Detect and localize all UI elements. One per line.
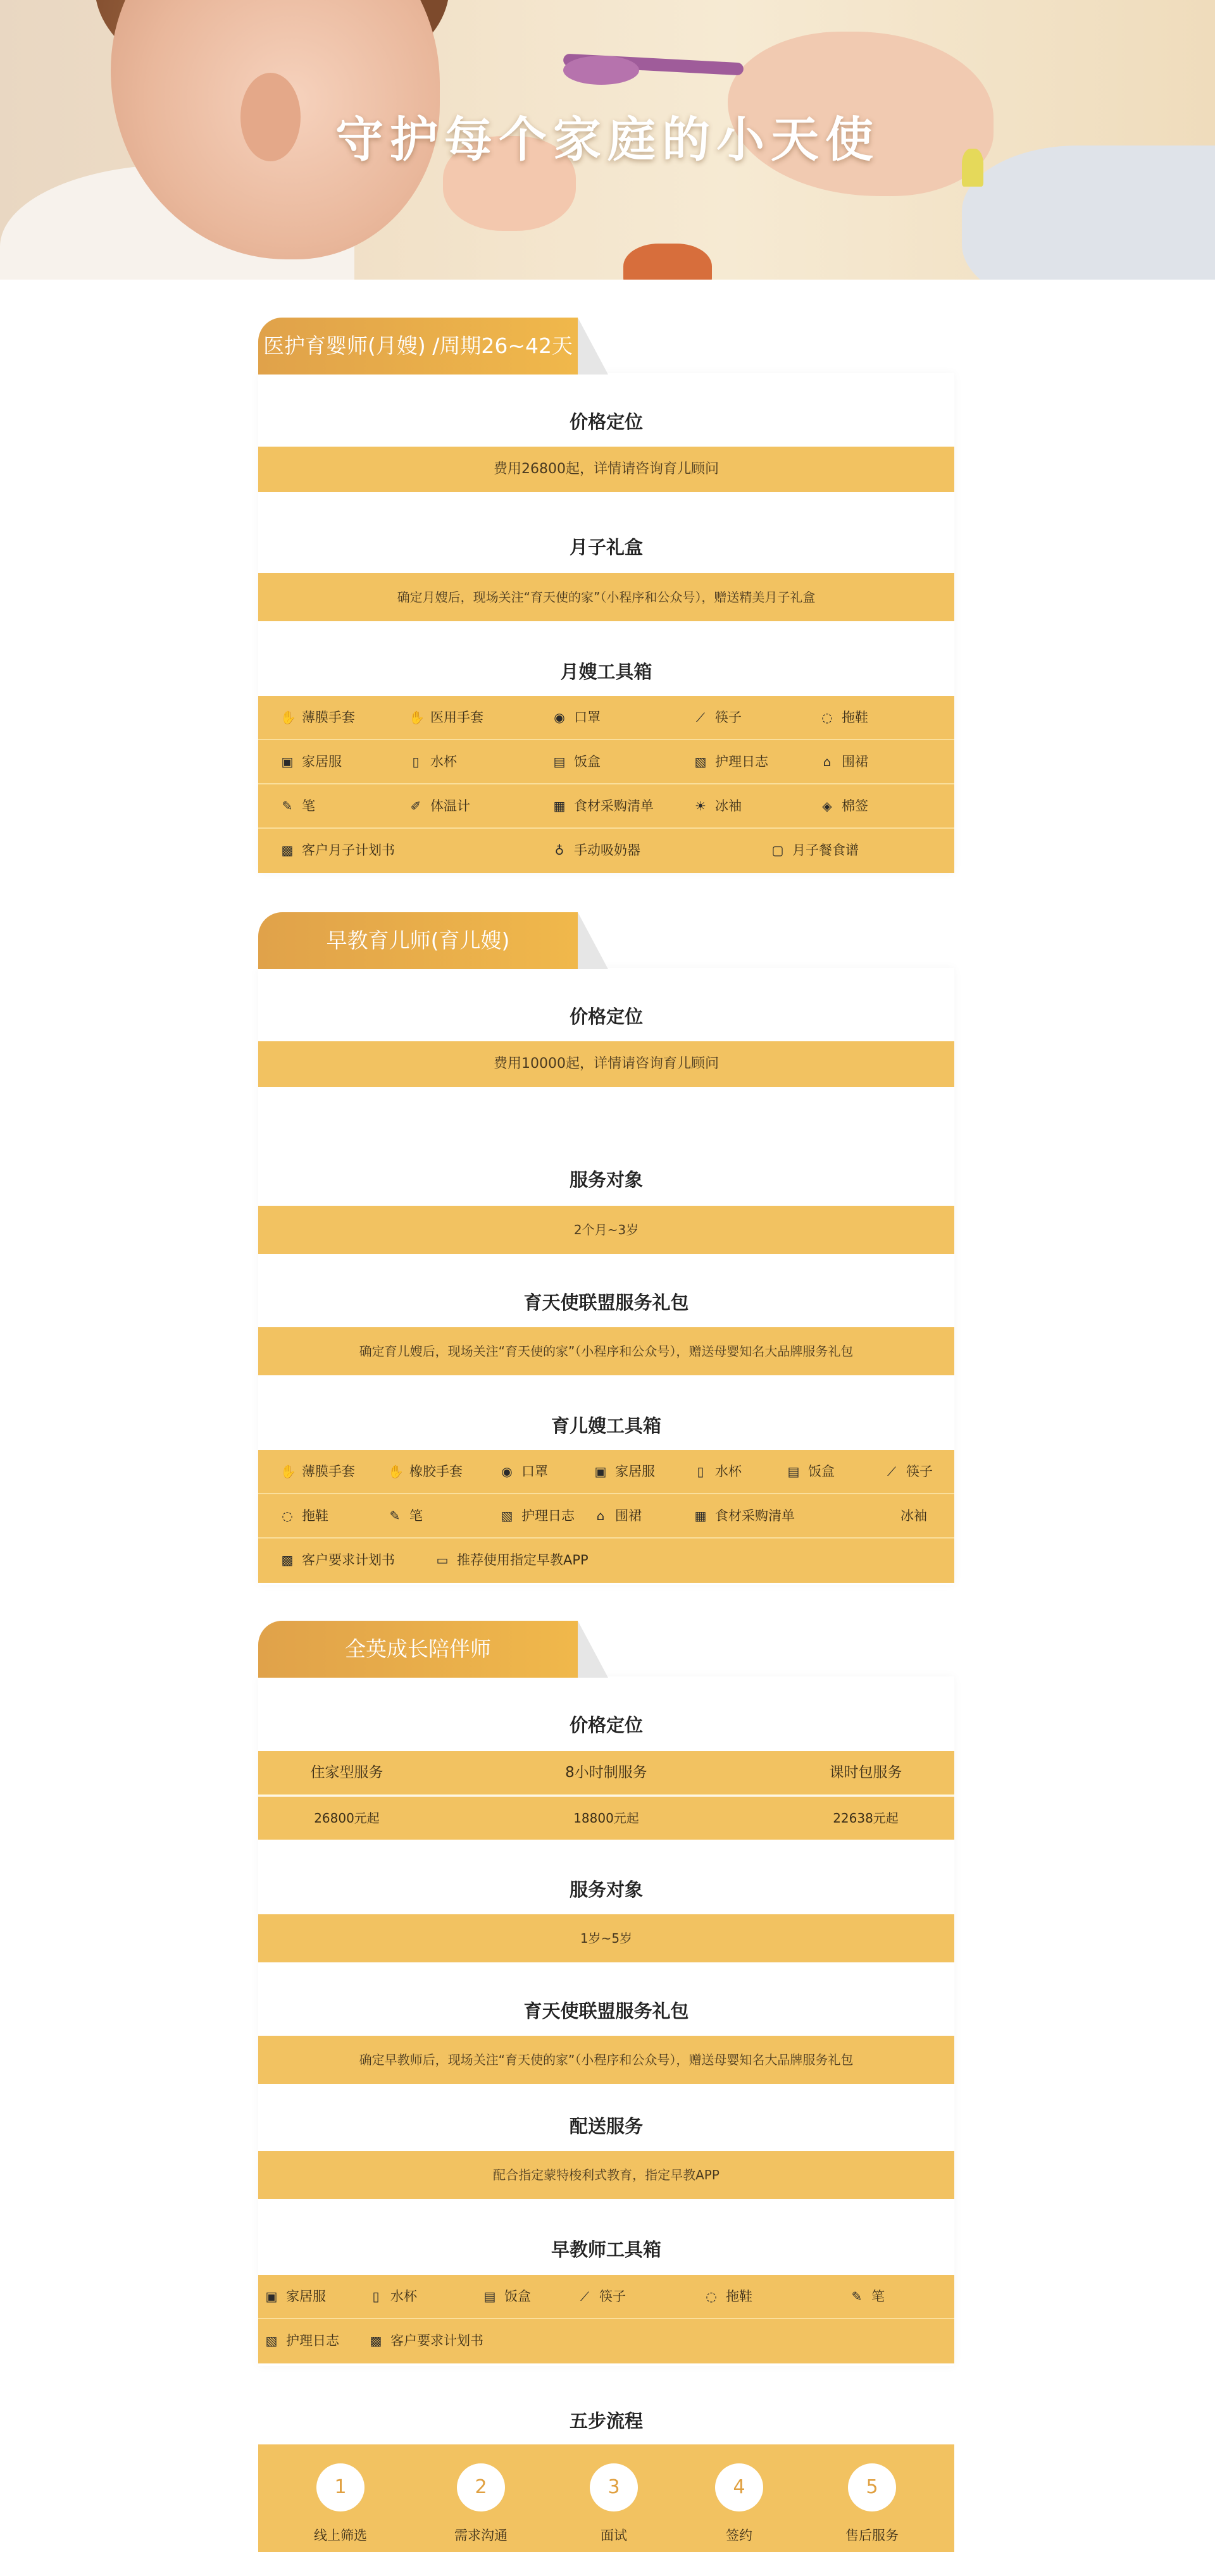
toolbox-item: ▤ 饭盒 (483, 2275, 531, 2318)
hero-banner (0, 0, 1215, 280)
toolbox-item: ◈ 棉签 (820, 784, 868, 827)
section2-target-heading: 服务对象 (569, 1169, 643, 1191)
toolbox-item: ◌ 拖鞋 (704, 2275, 752, 2318)
list-icon: ▦ (553, 798, 566, 814)
glove-icon: ✋ (409, 710, 425, 725)
book-icon: ▩ (281, 843, 294, 858)
section2-toolbox-grid (258, 1450, 954, 1583)
chopsticks-icon: ⟋ (580, 2289, 589, 2304)
cup-icon: ▯ (697, 1464, 704, 1479)
process-step (290, 2444, 391, 2552)
toolbox-item: ⌂ 围裙 (594, 1494, 642, 1537)
section2-price-heading: 价格定位 (569, 1006, 643, 1027)
section3-price-values (258, 1797, 954, 1840)
thermometer-icon: ✐ (410, 798, 421, 814)
step-label: 线上筛选 (314, 2528, 367, 2543)
toolbox-row (258, 784, 954, 829)
toolbox-item: 冰袖 (900, 1508, 927, 1523)
swab-icon: ◈ (822, 798, 832, 814)
toolbox-item: ▦ 食材采购清单 (552, 784, 654, 827)
toolbox-item: ⌂ 围裙 (820, 740, 868, 783)
apron-icon: ⌂ (596, 1508, 605, 1523)
glove-icon: ✋ (388, 1464, 404, 1479)
section3-gift-bar: 确定早教师后，现场关注“育天使的家”（小程序和公众号），赠送母婴知名大品牌服务礼包 (258, 2036, 954, 2084)
toolbox-item: ♁ 手动吸奶器 (552, 829, 640, 872)
toolbox-item: ✋ 薄膜手套 (280, 696, 355, 739)
pen-icon: ✎ (282, 798, 293, 814)
toolbox-item: ▤ 饭盒 (787, 1450, 835, 1493)
step-label: 需求沟通 (454, 2528, 508, 2543)
toolbox-item: ▩ 客户月子计划书 (280, 829, 395, 872)
step-number: 2 (457, 2463, 505, 2511)
toolbox-item: ▯ 水杯 (369, 2275, 417, 2318)
toolbox-item: ✋ 医用手套 (409, 696, 483, 739)
section3-gift-heading: 育天使联盟服务礼包 (523, 2000, 689, 2022)
section2-target-bar: 2个月~3岁 (258, 1206, 954, 1254)
app-icon: ▭ (436, 1552, 449, 1568)
book-icon: ▩ (281, 1552, 294, 1568)
book-icon: ▩ (370, 2333, 382, 2348)
toolbox-item: ◉ 口罩 (552, 696, 601, 739)
toolbox-row (258, 829, 954, 872)
step-number: 3 (590, 2463, 638, 2511)
price-plan-value: 18800元起 (573, 1811, 639, 1826)
toolbox-item: ✎ 笔 (280, 784, 315, 827)
price-plan-value: 22638元起 (833, 1811, 899, 1826)
food-jar-shape (623, 244, 712, 280)
toolbox-item: ▦ 食材采购清单 (694, 1494, 795, 1537)
toolbox-item: ▢ 月子餐食谱 (771, 829, 859, 872)
price-plan-name: 课时包服务 (829, 1764, 902, 1781)
toolbox-item: ◌ 拖鞋 (280, 1494, 328, 1537)
price-plan-name: 8小时制服务 (565, 1764, 647, 1781)
toolbox-row (258, 1494, 954, 1539)
toolbox-item: ◉ 口罩 (500, 1450, 548, 1493)
list-icon: ▦ (694, 1508, 707, 1523)
toolbox-item: ▤ 饭盒 (552, 740, 601, 783)
step-label: 面试 (601, 2528, 627, 2543)
menu-icon: ▢ (771, 843, 784, 858)
breast-pump-icon: ♁ (554, 843, 564, 858)
section1-gift-bar: 确定月嫂后，现场关注“育天使的家”（小程序和公众号），赠送精美月子礼盒 (258, 573, 954, 621)
toolbox-row (258, 740, 954, 784)
lunchbox-icon: ▤ (787, 1464, 800, 1479)
toolbox-row (258, 1539, 954, 1582)
slipper-icon: ◌ (821, 710, 833, 725)
section3-delivery-bar: 配合指定蒙特梭利式教育，指定早教APP (258, 2151, 954, 2199)
section3-delivery-heading: 配送服务 (569, 2115, 643, 2137)
mask-icon: ◉ (501, 1464, 513, 1479)
cup-icon: ▯ (372, 2289, 380, 2304)
toolbox-item: ✋ 薄膜手套 (280, 1450, 355, 1493)
toolbox-item: ✐ 体温计 (409, 784, 470, 827)
process-step (688, 2444, 790, 2552)
slipper-icon: ◌ (706, 2289, 717, 2304)
step-label: 签约 (726, 2528, 752, 2543)
section1-toolbox-heading: 月嫂工具箱 (560, 661, 652, 683)
clothes-icon: ▣ (265, 2289, 278, 2304)
section3-target-heading: 服务对象 (569, 1879, 643, 1900)
section2-gift-heading: 育天使联盟服务礼包 (523, 1292, 689, 1313)
section2-tab: 早教育儿师(育儿嫂) (258, 912, 578, 969)
section1-tab: 医护育婴师(月嫂) /周期26~42天 (258, 318, 578, 375)
step-number: 1 (316, 2463, 364, 2511)
toolbox-item: ☀ 冰袖 (694, 784, 742, 827)
apron-icon: ⌂ (823, 754, 832, 769)
toolbox-item: ✎ 笔 (850, 2275, 885, 2318)
section1-price-bar: 费用26800起，详情请咨询育儿顾问 (258, 447, 954, 492)
process-steps (258, 2444, 954, 2552)
hero-title: 守护每个家庭的小天使 (335, 111, 880, 168)
toolbox-item: ▩ 客户要求计划书 (280, 1539, 395, 1582)
toolbox-item: ⟋ 筷子 (885, 1450, 933, 1493)
section3-target-bar: 1岁~5岁 (258, 1914, 954, 1962)
section1-price-heading: 价格定位 (569, 411, 643, 433)
toolbox-item: ▧ 护理日志 (694, 740, 768, 783)
toolbox-row (258, 2275, 954, 2319)
pen-icon: ✎ (389, 1508, 401, 1523)
toolbox-item: ▣ 家居服 (280, 740, 342, 783)
section1-toolbox-grid (258, 696, 954, 873)
lunchbox-icon: ▤ (553, 754, 566, 769)
pen-icon: ✎ (851, 2289, 863, 2304)
process-step (821, 2444, 923, 2552)
clothes-icon: ▣ (594, 1464, 607, 1479)
section3-price-names (258, 1751, 954, 1795)
section3-price-heading: 价格定位 (569, 1714, 643, 1736)
toolbox-item: ◌ 拖鞋 (820, 696, 868, 739)
process-heading: 五步流程 (569, 2410, 643, 2432)
toolbox-item: ▣ 家居服 (265, 2275, 326, 2318)
step-label: 售后服务 (845, 2528, 899, 2543)
log-icon: ▧ (265, 2333, 278, 2348)
section2-toolbox-heading: 育儿嫂工具箱 (551, 1415, 661, 1437)
section3-toolbox-heading: 早教师工具箱 (551, 2239, 661, 2260)
toolbox-row (258, 1450, 954, 1494)
toolbox-item: ⟋ 筷子 (578, 2275, 626, 2318)
chopsticks-icon: ⟋ (887, 1464, 896, 1479)
toolbox-item: ▧ 护理日志 (265, 2319, 339, 2362)
glove-icon: ✋ (280, 710, 296, 725)
clothes-icon: ▣ (281, 754, 294, 769)
step-number: 4 (715, 2463, 763, 2511)
toolbox-item: ▣ 家居服 (594, 1450, 655, 1493)
toolbox-item: ⟋ 筷子 (694, 696, 742, 739)
chopsticks-icon: ⟋ (696, 710, 705, 725)
toolbox-item: ✎ 笔 (388, 1494, 423, 1537)
section1-gift-heading: 月子礼盒 (569, 536, 643, 558)
log-icon: ▧ (694, 754, 707, 769)
toolbox-item: ▯ 水杯 (694, 1450, 742, 1493)
spoon-bowl-shape (563, 56, 639, 85)
section2-gift-bar: 确定育儿嫂后，现场关注“育天使的家”（小程序和公众号），赠送母婴知名大品牌服务礼包 (258, 1327, 954, 1375)
cup-icon: ▯ (412, 754, 420, 769)
process-step (563, 2444, 664, 2552)
glove-icon: ✋ (280, 1464, 296, 1479)
section2-price-bar: 费用10000起，详情请咨询育儿顾问 (258, 1041, 954, 1087)
toolbox-row (258, 2319, 954, 2362)
slipper-icon: ◌ (282, 1508, 293, 1523)
toolbox-row (258, 696, 954, 740)
toolbox-item: ▧ 护理日志 (500, 1494, 575, 1537)
section3-tab: 全英成长陪伴师 (258, 1621, 578, 1678)
mask-icon: ◉ (554, 710, 565, 725)
price-plan-value: 26800元起 (314, 1811, 380, 1826)
lunchbox-icon: ▤ (483, 2289, 496, 2304)
log-icon: ▧ (501, 1508, 513, 1523)
toolbox-item: ✋ 橡胶手套 (388, 1450, 463, 1493)
process-step (430, 2444, 532, 2552)
price-plan-name: 住家型服务 (310, 1764, 383, 1781)
toolbox-item: ▩ 客户要求计划书 (369, 2319, 483, 2362)
step-number: 5 (848, 2463, 896, 2511)
section3-toolbox-grid (258, 2275, 954, 2363)
sleeve-icon: ☀ (695, 798, 706, 814)
toolbox-item: ▯ 水杯 (409, 740, 457, 783)
toolbox-item: ▭ 推荐使用指定早教APP (435, 1539, 589, 1582)
